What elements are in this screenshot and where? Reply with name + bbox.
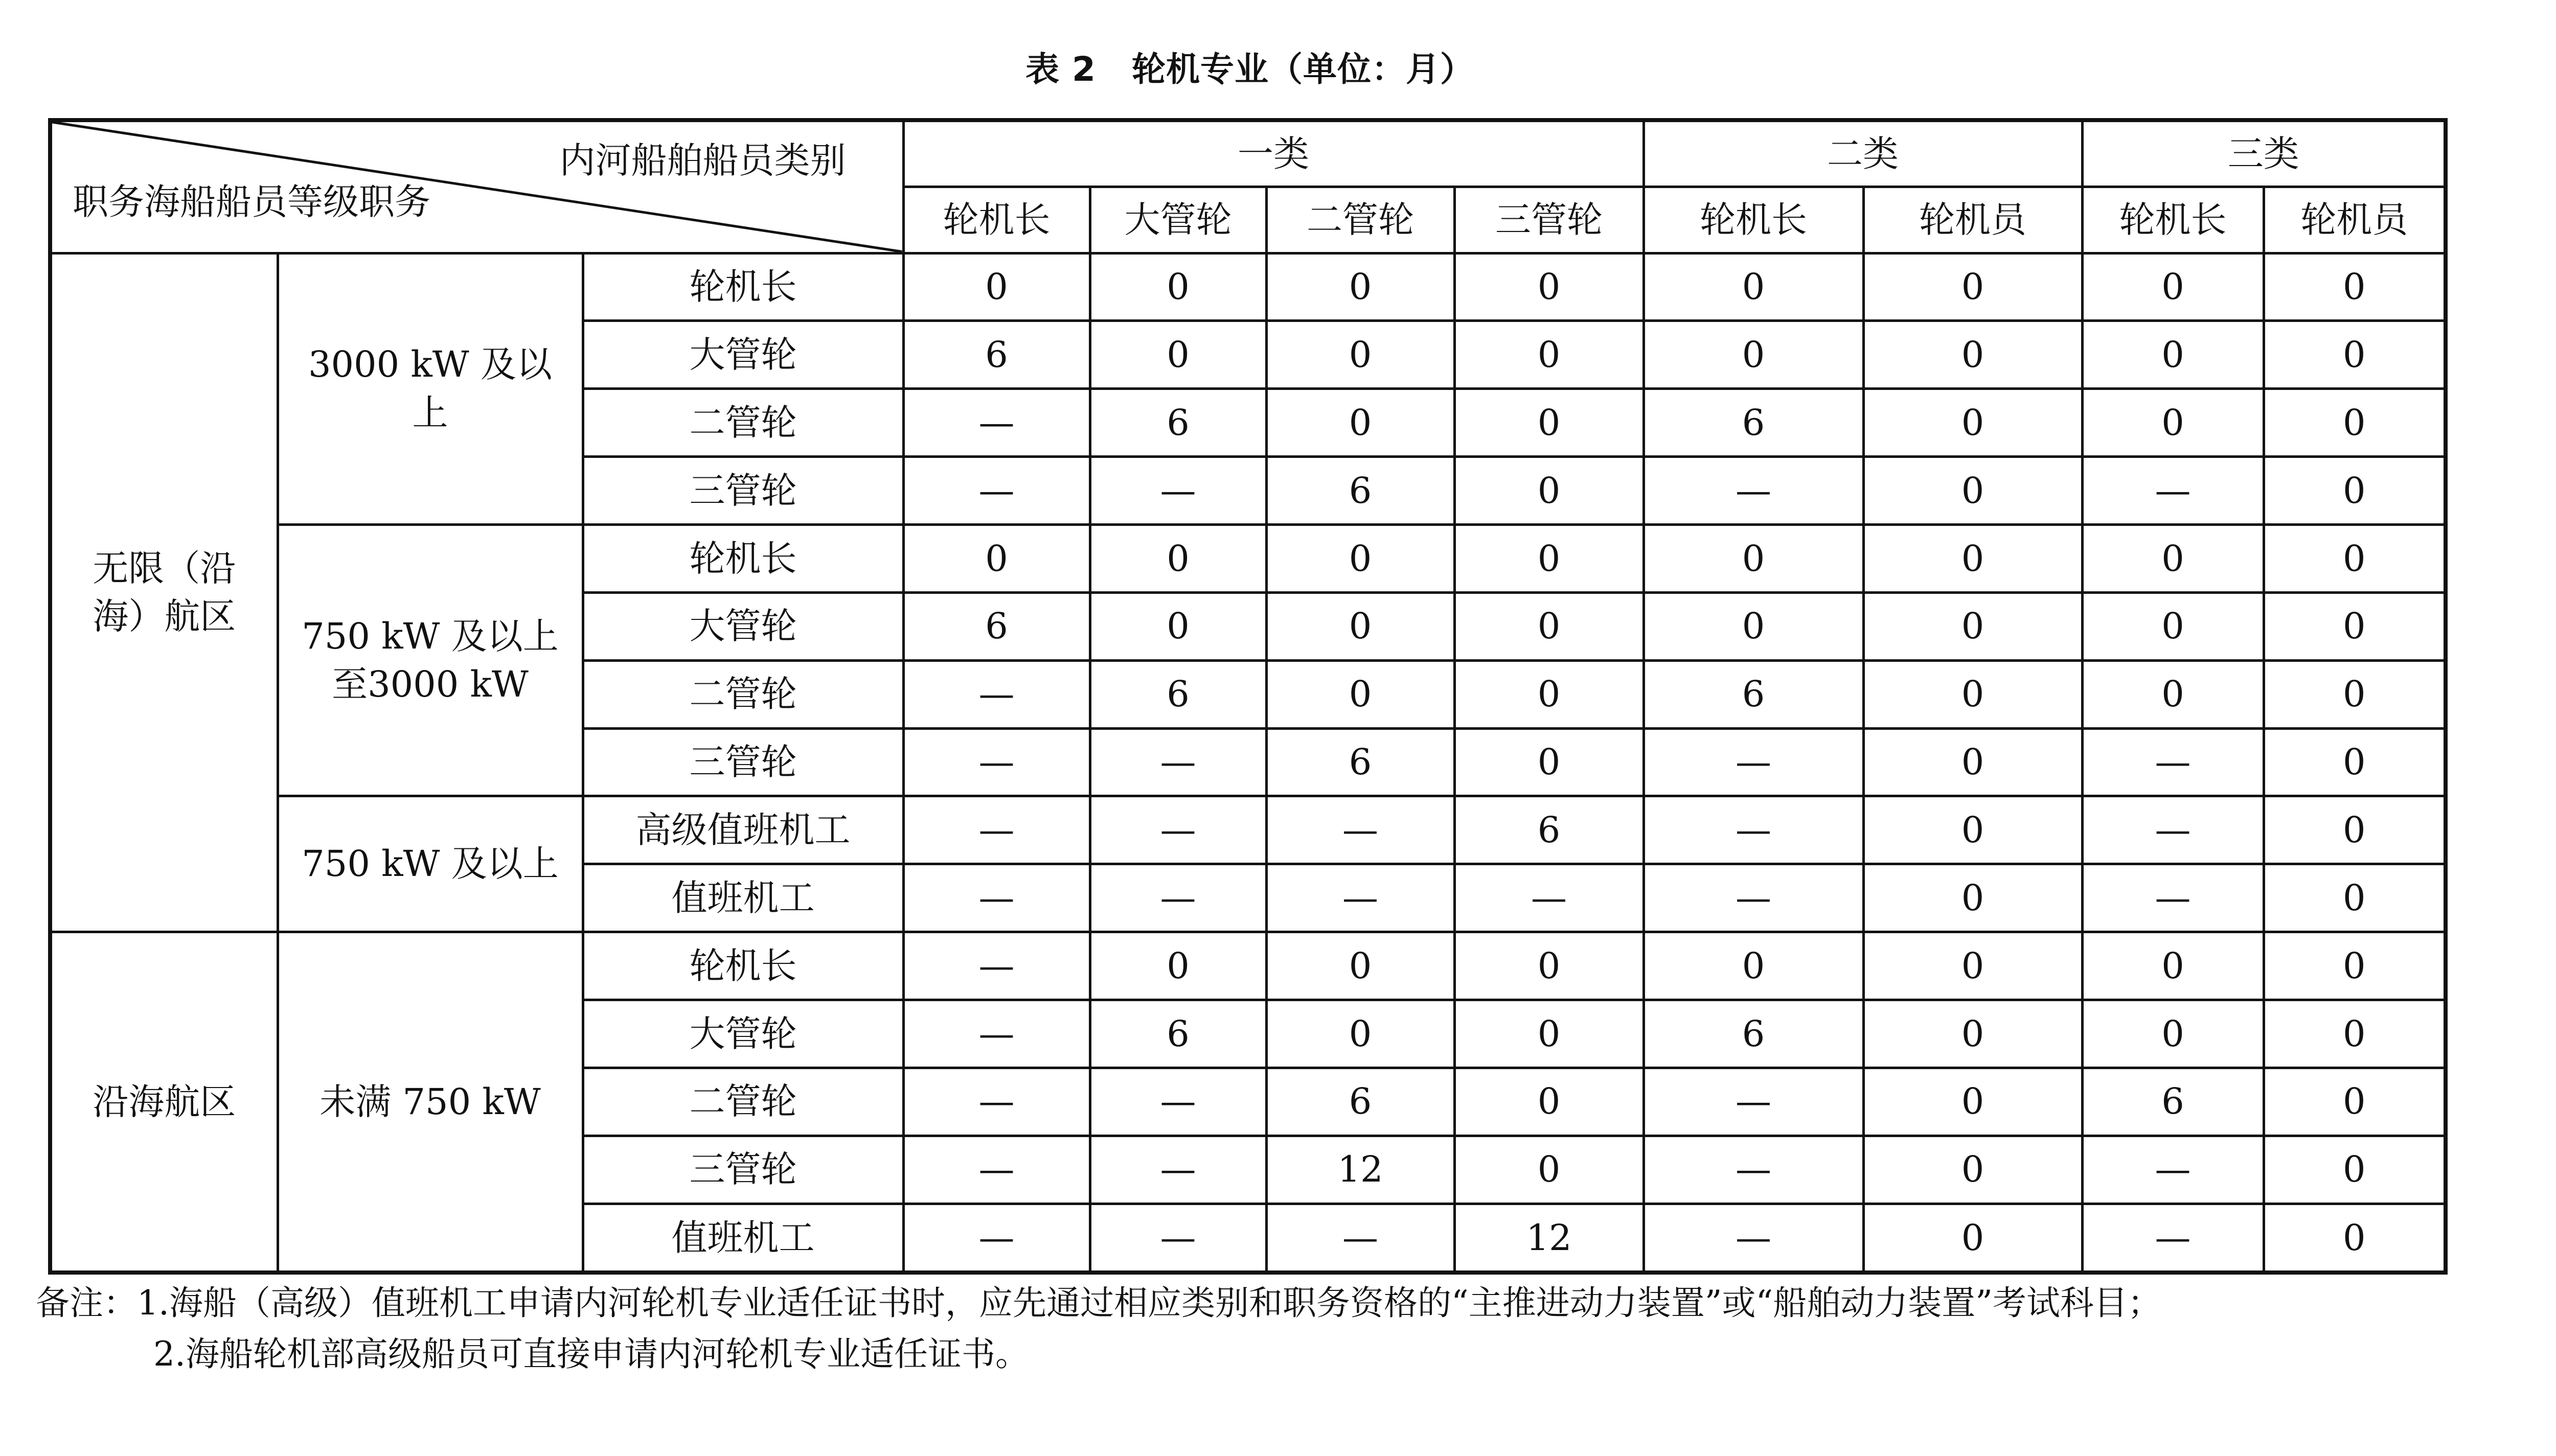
value-cell: 0 xyxy=(1863,1000,2082,1068)
position-cell: 二管轮 xyxy=(583,389,903,457)
value-cell: — xyxy=(1644,457,1863,525)
value-cell: 0 xyxy=(2082,1000,2264,1068)
position-cell: 轮机长 xyxy=(583,524,903,592)
value-cell: 0 xyxy=(2082,592,2264,660)
value-cell: 0 xyxy=(2082,389,2264,457)
value-cell: 0 xyxy=(2264,524,2446,592)
position-cell: 二管轮 xyxy=(583,660,903,728)
value-cell: 6 xyxy=(1266,728,1454,796)
value-cell: 0 xyxy=(1863,728,2082,796)
value-cell: 0 xyxy=(2264,864,2446,932)
column-header: 轮机长 xyxy=(2082,187,2264,253)
value-cell: — xyxy=(903,1204,1090,1273)
value-cell: 0 xyxy=(1454,1000,1644,1068)
value-cell: 0 xyxy=(1454,253,1644,321)
table-number: 表 2 xyxy=(1025,50,1096,89)
value-cell: 0 xyxy=(1644,321,1863,389)
value-cell: 6 xyxy=(1266,457,1454,525)
value-cell: — xyxy=(1644,1204,1863,1273)
value-cell: 0 xyxy=(2082,524,2264,592)
value-cell: — xyxy=(903,389,1090,457)
value-cell: 0 xyxy=(1863,660,2082,728)
value-cell: 0 xyxy=(2264,1068,2446,1136)
value-cell: 0 xyxy=(1863,253,2082,321)
table-row xyxy=(50,524,2446,592)
column-header: 轮机长 xyxy=(1644,187,1863,253)
value-cell: — xyxy=(2082,457,2264,525)
value-cell: — xyxy=(1454,864,1644,932)
column-header: 轮机员 xyxy=(1863,187,2082,253)
value-cell: — xyxy=(1644,728,1863,796)
value-cell: 0 xyxy=(2264,1000,2446,1068)
value-cell: 6 xyxy=(903,321,1090,389)
position-cell: 大管轮 xyxy=(583,592,903,660)
value-cell: 0 xyxy=(1863,864,2082,932)
value-cell: 0 xyxy=(2264,457,2446,525)
value-cell: 0 xyxy=(1266,1000,1454,1068)
value-cell: 0 xyxy=(2264,321,2446,389)
position-cell: 轮机长 xyxy=(583,932,903,1000)
value-cell: — xyxy=(903,1000,1090,1068)
value-cell: 0 xyxy=(1090,524,1266,592)
value-cell: 0 xyxy=(2082,932,2264,1000)
position-cell: 轮机长 xyxy=(583,253,903,321)
value-cell: 0 xyxy=(1454,1068,1644,1136)
table-title xyxy=(0,42,2500,90)
value-cell: 0 xyxy=(1863,1136,2082,1204)
column-header: 三管轮 xyxy=(1454,187,1644,253)
value-cell: — xyxy=(1266,1204,1454,1273)
value-cell: 0 xyxy=(1266,524,1454,592)
corner-top-label: 内河船舶船员类别 xyxy=(559,140,846,181)
table-caption: 轮机专业（单位：月） xyxy=(1131,50,1474,89)
group-header-3: 三类 xyxy=(2082,120,2446,187)
value-cell: — xyxy=(2082,796,2264,864)
value-cell: 6 xyxy=(903,592,1090,660)
value-cell: 0 xyxy=(1454,932,1644,1000)
value-cell: 0 xyxy=(1644,932,1863,1000)
table-row xyxy=(50,932,2446,1000)
column-header: 轮机员 xyxy=(2264,187,2446,253)
power-cell: 未满 750 kW xyxy=(278,932,583,1273)
note-1: 备注：1.海船（高级）值班机工申请内河轮机专业适任证书时，应先通过相应类别和职务资格的“主推进动力装置”或“船舶动力装置”考试科目； xyxy=(36,1283,2161,1323)
value-cell: 0 xyxy=(1266,321,1454,389)
value-cell: 0 xyxy=(1454,457,1644,525)
position-cell: 三管轮 xyxy=(583,1136,903,1204)
value-cell: — xyxy=(1090,728,1266,796)
group-header-1: 一类 xyxy=(903,120,1644,187)
value-cell: 0 xyxy=(1454,321,1644,389)
value-cell: — xyxy=(903,796,1090,864)
value-cell: 0 xyxy=(2264,592,2446,660)
value-cell: 12 xyxy=(1266,1136,1454,1204)
value-cell: — xyxy=(1090,1204,1266,1273)
value-cell: — xyxy=(903,728,1090,796)
value-cell: 0 xyxy=(1090,592,1266,660)
value-cell: 0 xyxy=(1266,660,1454,728)
region-cell: 沿海航区 xyxy=(50,932,278,1273)
value-cell: 0 xyxy=(2264,728,2446,796)
value-cell: — xyxy=(1644,1068,1863,1136)
value-cell: 0 xyxy=(2082,660,2264,728)
value-cell: 0 xyxy=(1454,592,1644,660)
column-header: 大管轮 xyxy=(1090,187,1266,253)
value-cell: — xyxy=(903,457,1090,525)
value-cell: — xyxy=(2082,1204,2264,1273)
value-cell: 6 xyxy=(2082,1068,2264,1136)
value-cell: 0 xyxy=(1863,932,2082,1000)
value-cell: 6 xyxy=(1644,1000,1863,1068)
value-cell: 0 xyxy=(1454,389,1644,457)
position-cell: 三管轮 xyxy=(583,457,903,525)
value-cell: — xyxy=(2082,728,2264,796)
value-cell: 6 xyxy=(1266,1068,1454,1136)
value-cell: — xyxy=(903,660,1090,728)
value-cell: — xyxy=(2082,864,2264,932)
value-cell: — xyxy=(903,1136,1090,1204)
position-cell: 大管轮 xyxy=(583,321,903,389)
value-cell: — xyxy=(1266,796,1454,864)
value-cell: 0 xyxy=(2082,321,2264,389)
value-cell: 6 xyxy=(1090,660,1266,728)
value-cell: 6 xyxy=(1090,1000,1266,1068)
power-cell: 3000 kW 及以上 xyxy=(278,253,583,524)
notes xyxy=(36,1278,2556,1380)
corner-bottom-label: 职务海船船员等级职务 xyxy=(73,181,430,223)
position-cell: 值班机工 xyxy=(583,1204,903,1273)
value-cell: — xyxy=(903,932,1090,1000)
value-cell: 0 xyxy=(2264,389,2446,457)
value-cell: 0 xyxy=(1266,592,1454,660)
value-cell: 0 xyxy=(2264,660,2446,728)
region-cell: 无限（沿海）航区 xyxy=(50,253,278,932)
value-cell: 0 xyxy=(1090,932,1266,1000)
power-cell: 750 kW 及以上 xyxy=(278,796,583,932)
value-cell: 6 xyxy=(1644,660,1863,728)
value-cell: 0 xyxy=(1090,321,1266,389)
value-cell: 0 xyxy=(1863,1204,2082,1273)
power-cell: 750 kW 及以上至3000 kW xyxy=(278,524,583,796)
value-cell: 0 xyxy=(1644,524,1863,592)
value-cell: — xyxy=(1090,796,1266,864)
value-cell: — xyxy=(1644,796,1863,864)
position-cell: 大管轮 xyxy=(583,1000,903,1068)
value-cell: 6 xyxy=(1644,389,1863,457)
value-cell: 0 xyxy=(1644,253,1863,321)
value-cell: 0 xyxy=(2264,1204,2446,1273)
position-cell: 值班机工 xyxy=(583,864,903,932)
value-cell: — xyxy=(903,1068,1090,1136)
value-cell: — xyxy=(1090,1068,1266,1136)
value-cell: — xyxy=(1090,1136,1266,1204)
value-cell: 0 xyxy=(1454,524,1644,592)
value-cell: 6 xyxy=(1090,389,1266,457)
position-cell: 三管轮 xyxy=(583,728,903,796)
position-cell: 高级值班机工 xyxy=(583,796,903,864)
value-cell: 0 xyxy=(2082,253,2264,321)
value-cell: 0 xyxy=(1863,389,2082,457)
value-cell: 0 xyxy=(1454,1136,1644,1204)
value-cell: 0 xyxy=(1454,728,1644,796)
value-cell: 0 xyxy=(1454,660,1644,728)
value-cell: — xyxy=(1644,1136,1863,1204)
value-cell: — xyxy=(903,864,1090,932)
value-cell: 0 xyxy=(1266,932,1454,1000)
value-cell: — xyxy=(1090,864,1266,932)
engine-qualification-table xyxy=(48,118,2448,1275)
group-header-2: 二类 xyxy=(1644,120,2082,187)
value-cell: 0 xyxy=(2264,1136,2446,1204)
value-cell: 0 xyxy=(1863,1068,2082,1136)
value-cell: 0 xyxy=(1863,524,2082,592)
value-cell: — xyxy=(1266,864,1454,932)
column-header: 轮机长 xyxy=(903,187,1090,253)
value-cell: 0 xyxy=(1863,796,2082,864)
value-cell: 0 xyxy=(1090,253,1266,321)
value-cell: 0 xyxy=(2264,796,2446,864)
position-cell: 二管轮 xyxy=(583,1068,903,1136)
table-row xyxy=(50,796,2446,864)
value-cell: 0 xyxy=(903,253,1090,321)
value-cell: 0 xyxy=(1266,389,1454,457)
header-row-groups xyxy=(50,120,2446,187)
value-cell: 0 xyxy=(903,524,1090,592)
value-cell: 0 xyxy=(2264,932,2446,1000)
value-cell: 0 xyxy=(1644,592,1863,660)
value-cell: 0 xyxy=(1266,253,1454,321)
table-row xyxy=(50,253,2446,321)
value-cell: 0 xyxy=(1863,457,2082,525)
value-cell: 0 xyxy=(2264,253,2446,321)
value-cell: — xyxy=(1090,457,1266,525)
note-2: 2.海船轮机部高级船员可直接申请内河轮机专业适任证书。 xyxy=(153,1334,1029,1374)
value-cell: 0 xyxy=(1863,321,2082,389)
value-cell: — xyxy=(2082,1136,2264,1204)
value-cell: — xyxy=(1644,864,1863,932)
value-cell: 6 xyxy=(1454,796,1644,864)
value-cell: 12 xyxy=(1454,1204,1644,1273)
value-cell: 0 xyxy=(1863,592,2082,660)
corner-header-cell xyxy=(50,120,903,253)
column-header: 二管轮 xyxy=(1266,187,1454,253)
